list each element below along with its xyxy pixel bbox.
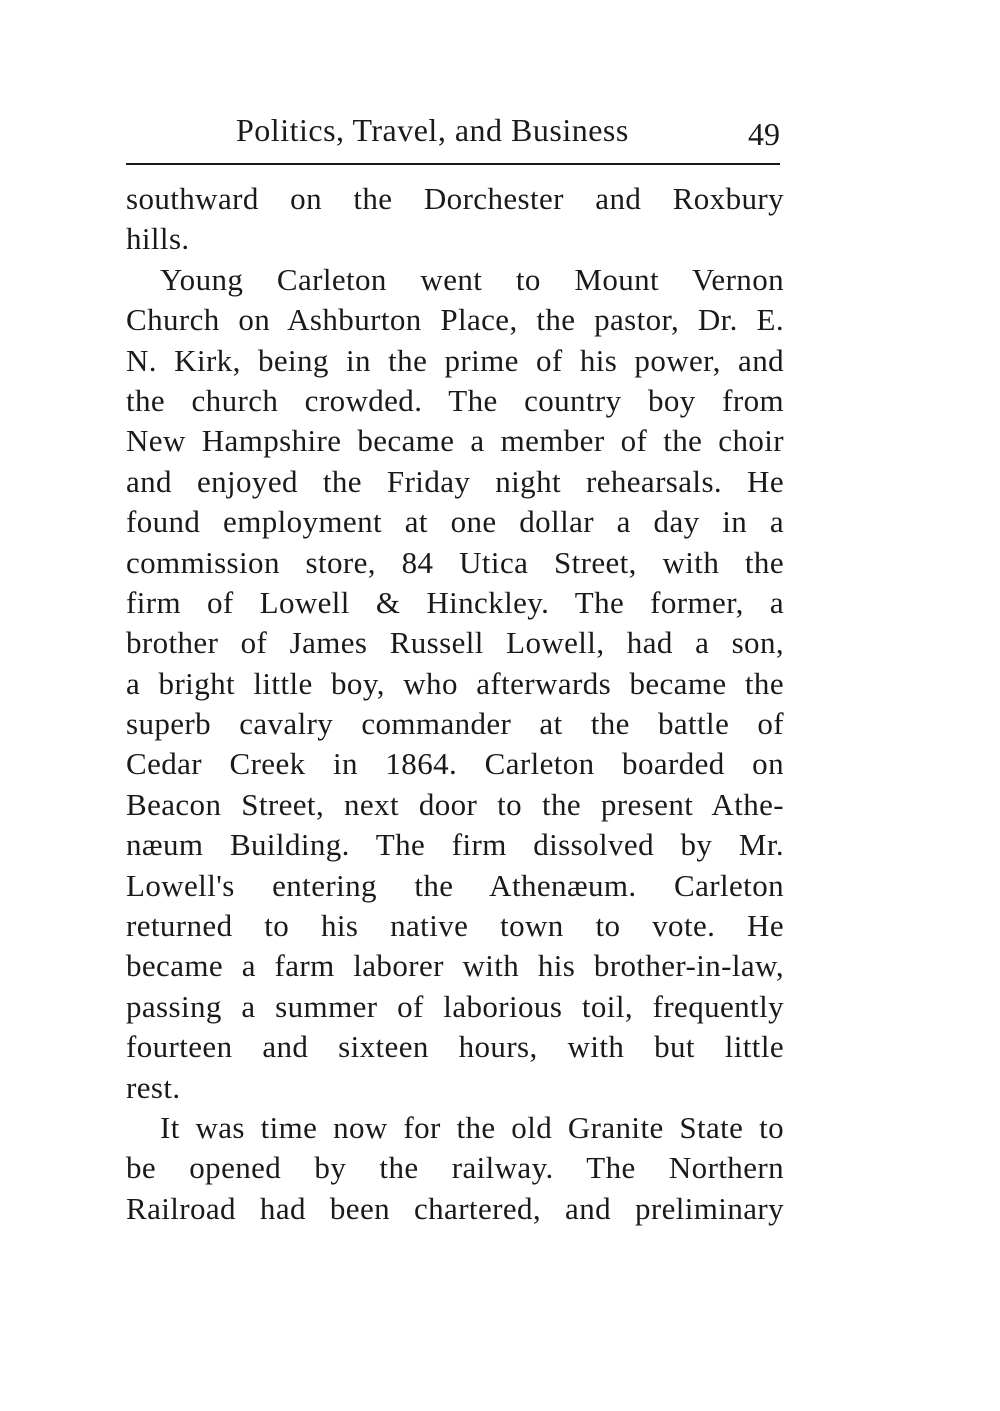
text-line: It was time now for the old Granite State to <box>160 1109 784 1145</box>
text-line: Young Carleton went to Mount Vernon <box>160 261 784 297</box>
page-number: 49 <box>748 116 780 152</box>
text-line: firm of Lowell & Hinckley. The former, a <box>126 584 784 620</box>
text-line: fourteen and sixteen hours, with but little <box>126 1029 784 1065</box>
text-line: Beacon Street, next door to the present Athe- <box>126 786 784 822</box>
header-rule <box>126 163 780 165</box>
text-line: commission store, 84 Utica Street, with the <box>126 544 784 580</box>
text-line: passing a summer of laborious toil, frequently <box>126 988 784 1024</box>
text-line: found employment at one dollar a day in a <box>126 504 784 540</box>
running-title: Politics, Travel, and Business <box>236 112 629 148</box>
text-line: Railroad had been chartered, and preliminary <box>126 1190 784 1226</box>
text-line: rest. <box>126 1069 181 1105</box>
text-line: a bright little boy, who afterwards became the <box>126 665 784 701</box>
page-header <box>126 108 780 158</box>
text-line: became a farm laborer with his brother-in-law, <box>126 948 784 984</box>
body-text <box>126 179 784 1229</box>
text-line: the church crowded. The country boy from <box>126 382 784 418</box>
text-line: N. Kirk, being in the prime of his power, and <box>126 342 784 378</box>
text-line: superb cavalry commander at the battle of <box>126 706 784 742</box>
text-line: southward on the Dorchester and Roxbury <box>126 181 784 216</box>
text-line: and enjoyed the Friday night rehearsals. He <box>126 463 784 499</box>
text-line: be opened by the railway. The Northern <box>126 1150 784 1186</box>
text-line: Lowell's entering the Athenæum. Carleton <box>126 867 784 903</box>
text-line: Church on Ashburton Place, the pastor, Dr. E. <box>126 302 784 338</box>
text-line: næum Building. The firm dissolved by Mr. <box>126 827 784 863</box>
text-line: New Hampshire became a member of the choir <box>126 423 784 459</box>
text-line: brother of James Russell Lowell, had a son, <box>126 625 784 661</box>
text-line: Cedar Creek in 1864. Carleton boarded on <box>126 746 784 782</box>
text-line: returned to his native town to vote. He <box>126 908 784 944</box>
text-line: hills. <box>126 221 190 257</box>
